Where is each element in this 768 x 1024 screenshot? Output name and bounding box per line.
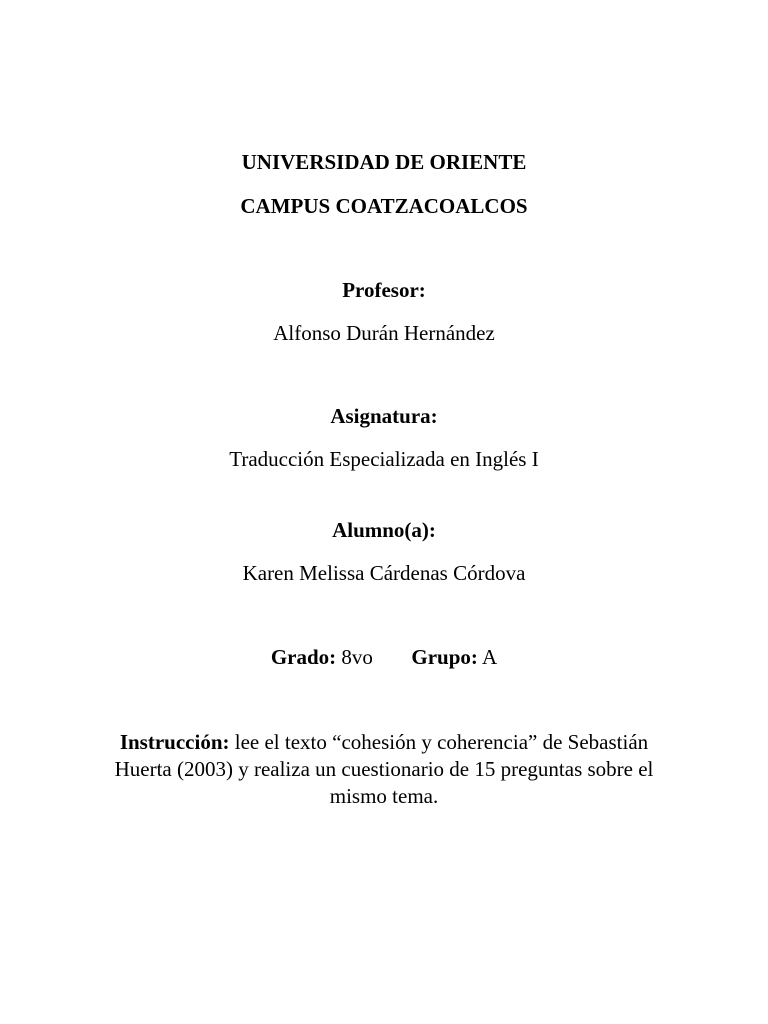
alumno-label: Alumno(a):: [332, 518, 436, 542]
instruction-label: Instrucción:: [119, 730, 230, 754]
grado-grupo-line: [0, 644, 768, 670]
university-name: UNIVERSIDAD DE ORIENTE: [241, 150, 527, 174]
grado-label: Grado:: [270, 645, 337, 669]
campus-name: CAMPUS COATZACOALCOS: [240, 194, 528, 218]
asignatura-name: Traducción Especializada en Inglés I: [229, 447, 539, 471]
asignatura-label: Asignatura:: [330, 404, 438, 428]
alumno-name: Karen Melissa Cárdenas Córdova: [242, 561, 526, 585]
grupo-value: A: [482, 645, 498, 669]
instruction-paragraph: [110, 729, 658, 810]
grado-value: 8vo: [341, 645, 373, 669]
instruction-text: lee el texto “cohesión y coherencia” de Sebastián Huerta (2003) y realiza un cuestionario de 15 preguntas sobre el mismo tema.: [114, 730, 654, 808]
grupo-label: Grupo:: [411, 645, 478, 669]
profesor-label: Profesor:: [342, 278, 426, 302]
profesor-name: Alfonso Durán Hernández: [273, 321, 495, 345]
